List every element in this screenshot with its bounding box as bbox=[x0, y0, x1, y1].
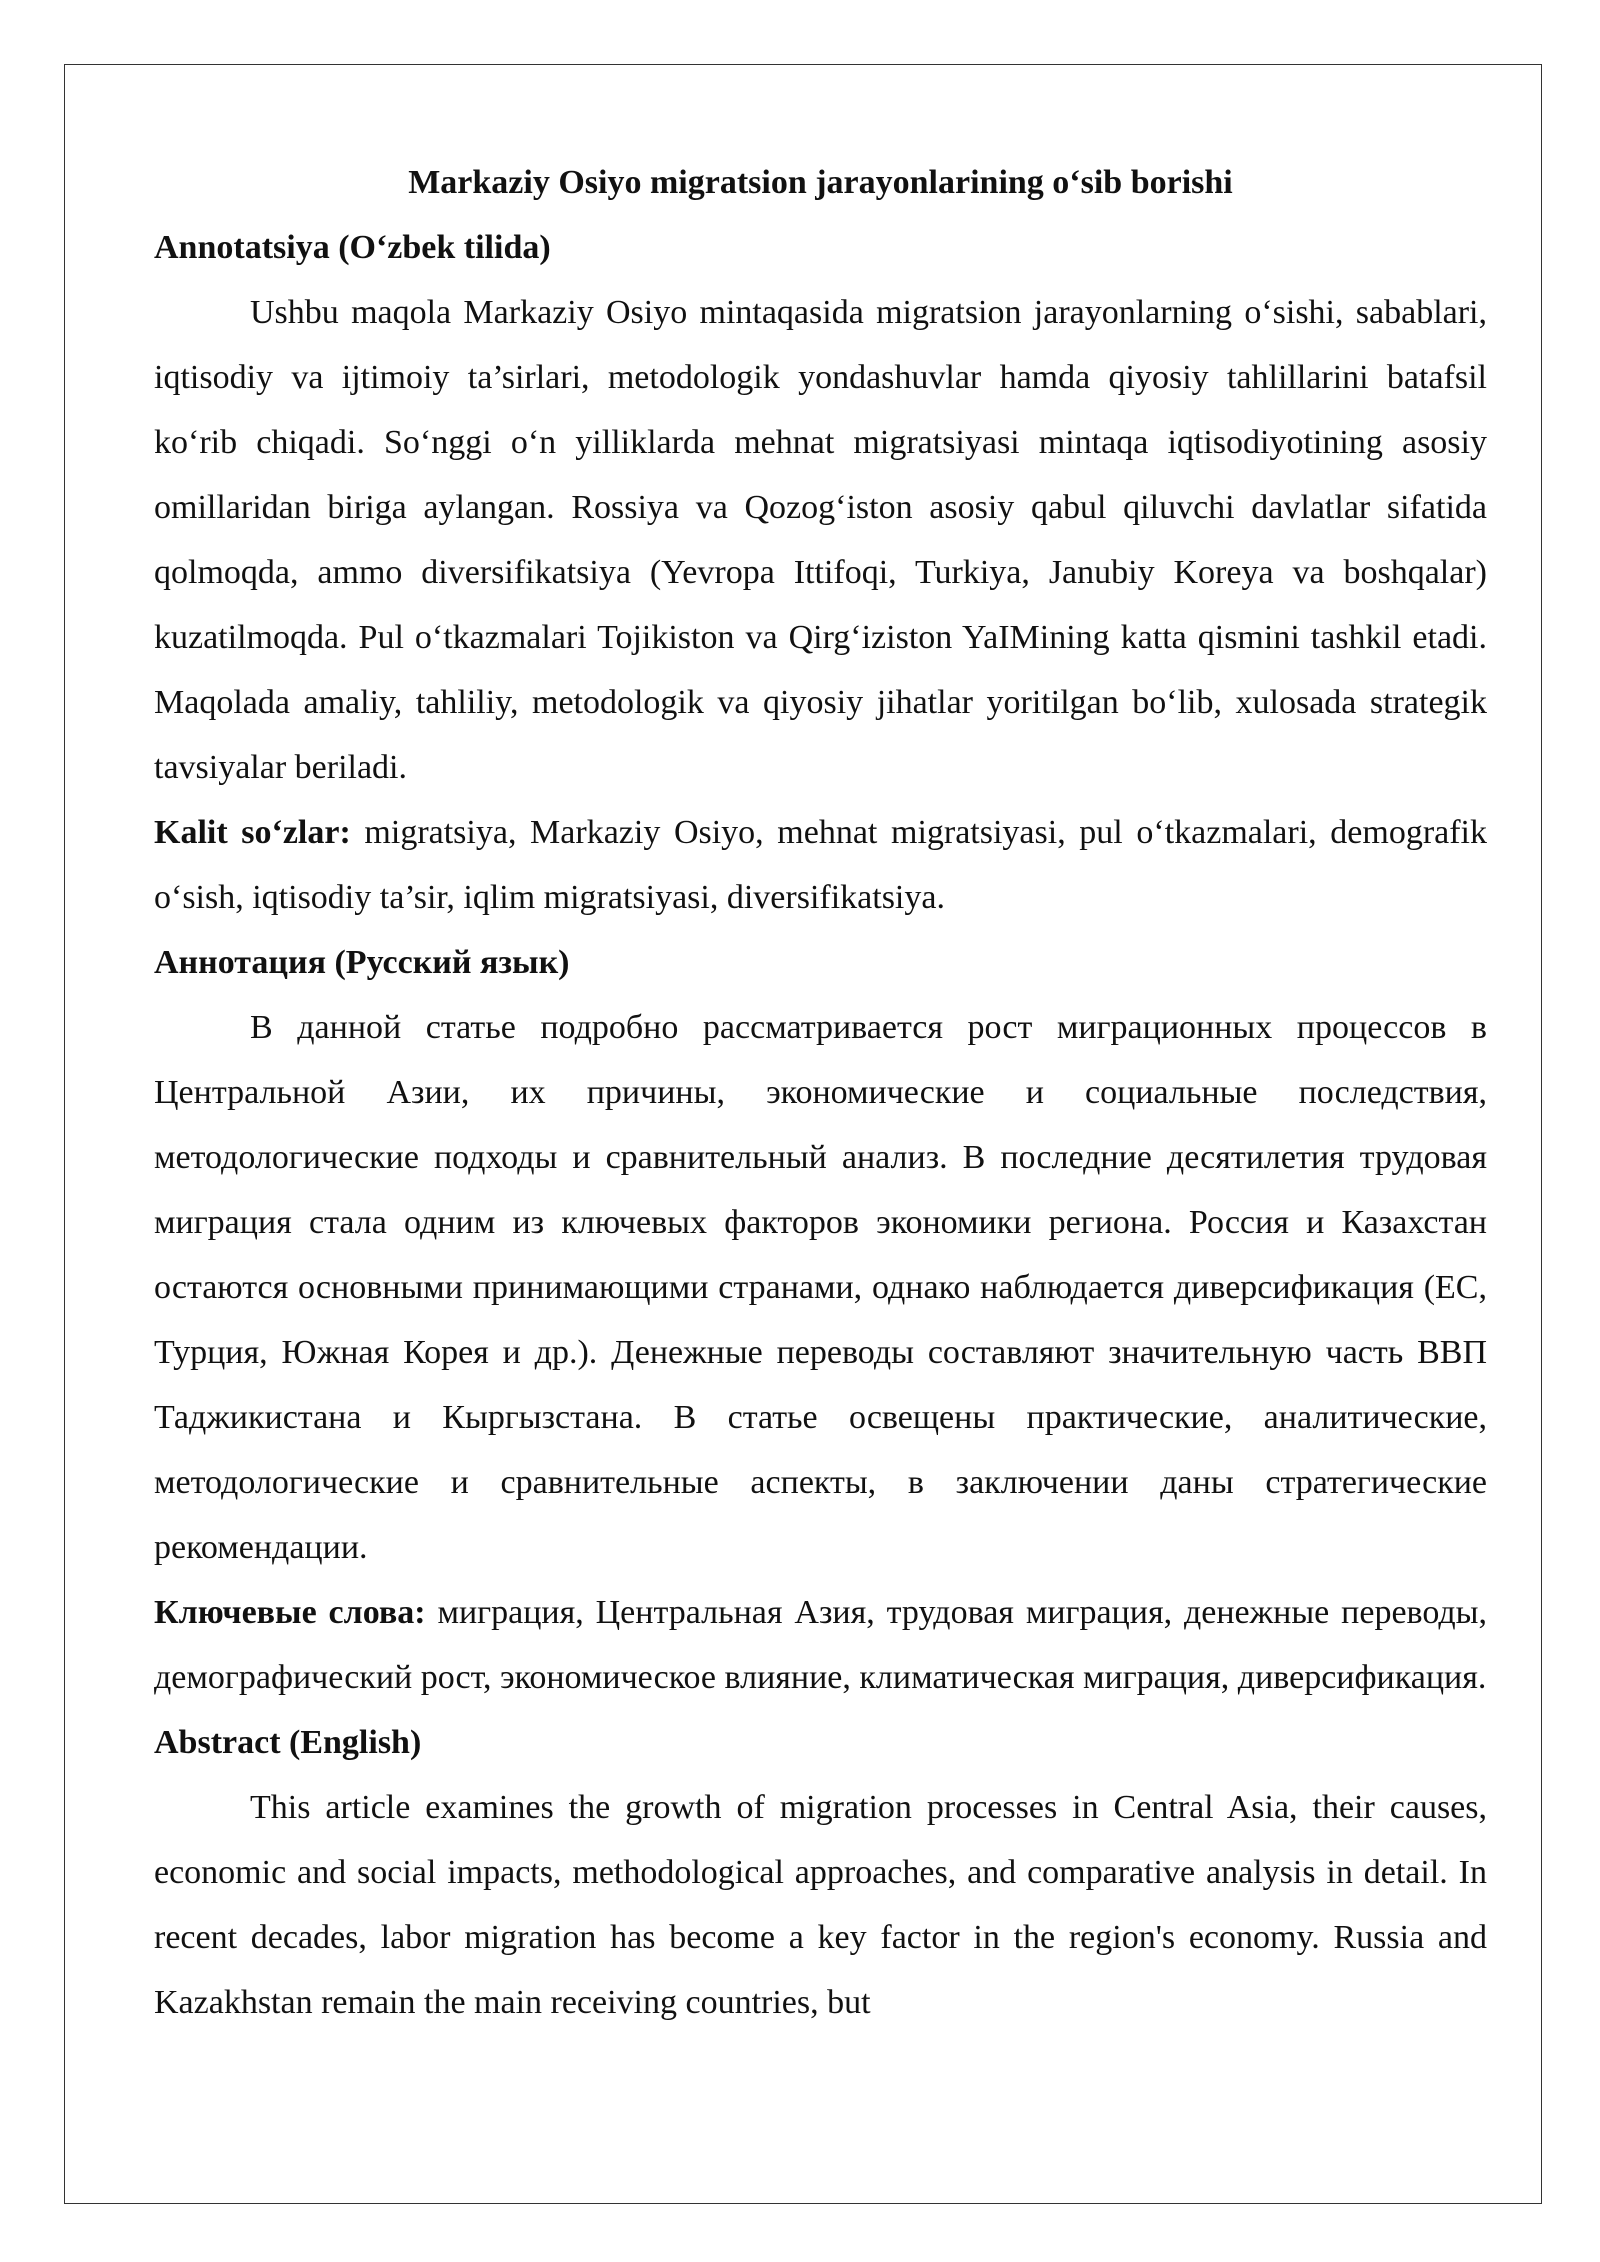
english-abstract-text: This article examines the growth of migration processes in Central Asia, their causes, economic and social impacts, methodological approaches, and comparative analysis in detail. In recent decades, labor migration has become a key factor in the region's economy. Russia and Kazakhstan remain the main receiving countries, but bbox=[154, 1789, 1487, 2021]
document-title: Markaziy Osiyo migratsion jarayonlarining oʻsib borishi bbox=[408, 164, 1233, 201]
russian-keywords-text: миграция, Центральная Азия, трудовая миграция, денежные переводы, демографический рост, экономическое влияние, климатическая миграция, диверсификация. bbox=[154, 1594, 1488, 1696]
english-abstract-heading: Abstract (English) bbox=[154, 1724, 422, 1761]
russian-keywords-label: Ключевые слова: bbox=[154, 1594, 426, 1631]
document-body bbox=[154, 150, 1487, 2035]
uzbek-keywords bbox=[154, 800, 1487, 930]
russian-keywords bbox=[154, 1580, 1487, 1710]
uzbek-annotation-heading: Annotatsiya (Oʻzbek tilida) bbox=[154, 229, 551, 266]
russian-annotation-text: В данной статье подробно рассматривается рост миграционных процессов в Центральной Азии, их причины, экономические и социальные последствия, методологические подходы и сравнительный анализ. В последние десятилетия трудовая миграция стала одним из ключевых факторов экономики региона. Россия и Казахстан остаются основными принимающими странами, однако наблюдается диверсификация (ЕС, Турция, Южная Корея и др.). Денежные переводы составляют значительную часть ВВП Таджикистана и Кыргызстана. В статье освещены практические, аналитические, методологические и сравнительные аспекты, в заключении даны стратегические рекомендации. bbox=[154, 1009, 1487, 1566]
russian-annotation-heading: Аннотация (Русский язык) bbox=[154, 944, 570, 981]
uzbek-keywords-text: migratsiya, Markaziy Osiyo, mehnat migratsiyasi, pul oʻtkazmalari, demografik oʻsish, iqtisodiy ta’sir, iqlim migratsiyasi, diversifikatsiya. bbox=[154, 814, 1488, 916]
uzbek-keywords-label: Kalit soʻzlar: bbox=[154, 814, 351, 851]
uzbek-annotation-text: Ushbu maqola Markaziy Osiyo mintaqasida migratsion jarayonlarning oʻsishi, sabablari, iqtisodiy va ijtimoiy ta’sirlari, metodologik yondashuvlar hamda qiyosiy tahlillarini batafsil koʻrib chiqadi. Soʻnggi oʻn yilliklarda mehnat migratsiyasi mintaqa iqtisodiyotining asosiy omillaridan biriga aylangan. Rossiya va Qozogʻiston asosiy qabul qiluvchi davlatlar sifatida qolmoqda, ammo diversifikatsiya (Yevropa Ittifoqi, Turkiya, Janubiy Koreya va boshqalar) kuzatilmoqda. Pul oʻtkazmalari Tojikiston va Qirgʻiziston YaIMining katta qismini tashkil etadi. Maqolada amaliy, tahliliy, metodologik va qiyosiy jihatlar yoritilgan boʻlib, xulosada strategik tavsiyalar beriladi. bbox=[154, 294, 1487, 786]
